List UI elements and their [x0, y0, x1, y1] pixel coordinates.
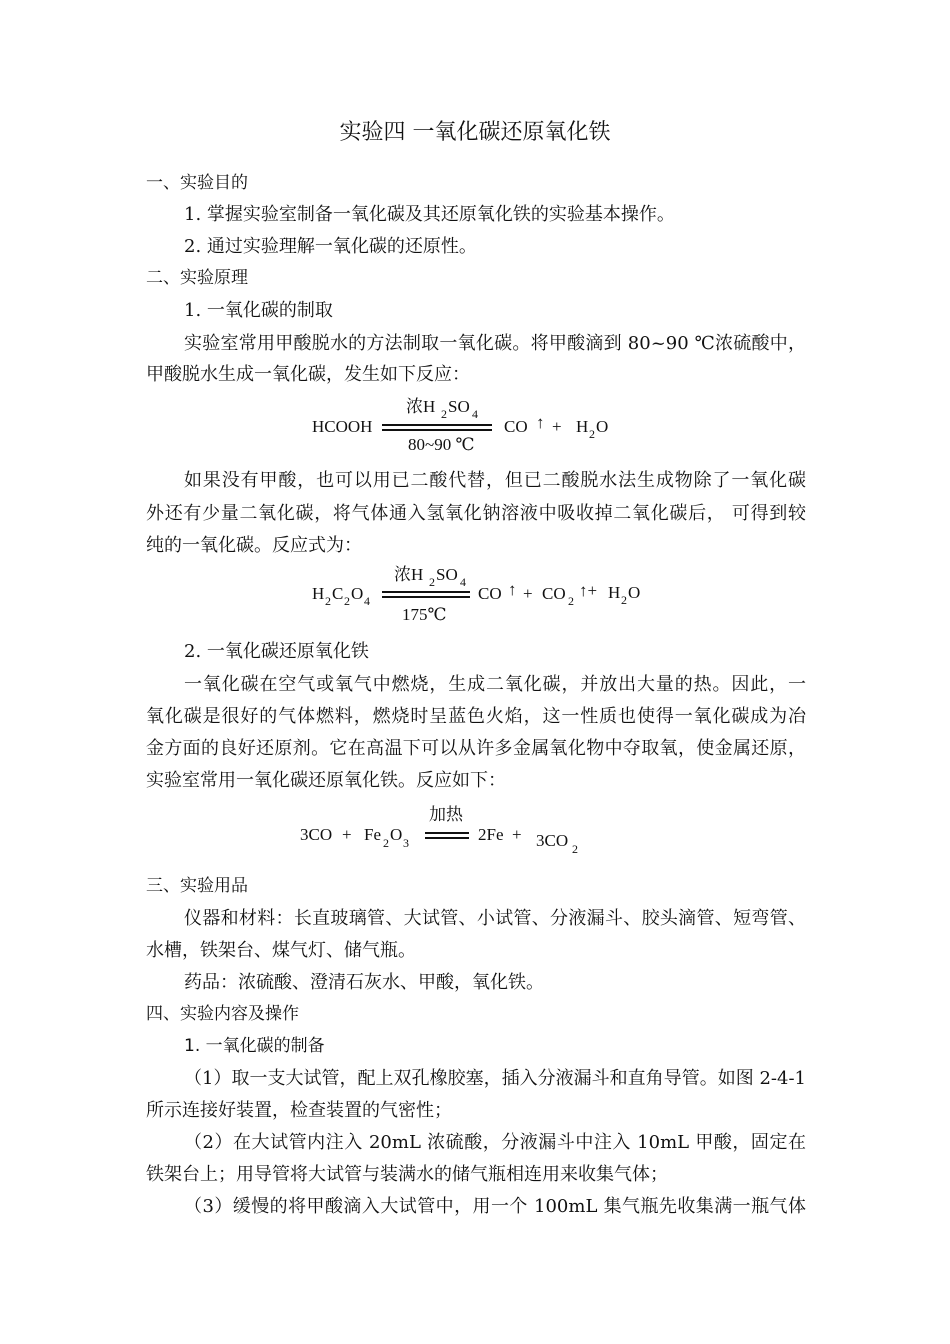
procedure-step-line: 所示连接好装置，检查装置的气密性；: [146, 1100, 452, 1121]
objective-item-1: 1. 掌握实验室制备一氧化碳及其还原氧化铁的实验基本操作。: [184, 204, 675, 225]
gas-arrow-icon: ↑: [536, 413, 545, 432]
subsection-co-reduces-iron-oxide: 2. 一氧化碳还原氧化铁: [184, 641, 369, 662]
paragraph-line: 外还有少量二氧化碳，将气体通入氢氧化钠溶液中吸收掉二氧化碳后， 可得到较: [146, 503, 806, 524]
procedure-step-line: （3）缓慢的将甲酸滴入大试管中，用一个 100mL 集气瓶先收集满一瓶气体: [184, 1196, 806, 1217]
section-heading-materials: 三、实验用品: [146, 876, 248, 896]
paragraph-line: 一氧化碳在空气或氧气中燃烧，生成二氧化碳，并放出大量的热。因此，一: [184, 674, 806, 695]
gas-arrow-icon: ↑: [508, 580, 517, 599]
section-heading-principle: 二、实验原理: [146, 268, 248, 288]
reaction-condition-line: [425, 837, 469, 839]
subsection-co-preparation: 1. 一氧化碳的制取: [184, 300, 333, 321]
reaction-condition-line: [382, 596, 470, 598]
subsection-co-preparation-procedure: 1. 一氧化碳的制备: [184, 1036, 325, 1056]
paragraph-line: 如果没有甲酸，也可以用已二酸代替，但已二酸脱水法生成物除了一氧化碳: [184, 470, 806, 491]
procedure-step-line: 铁架台上；用导管将大试管与装满水的储气瓶相连用来收集气体；: [146, 1164, 668, 1185]
section-heading-objectives: 一、实验目的: [146, 173, 248, 193]
reaction-condition-line: [382, 429, 492, 431]
reaction-condition-line: [382, 591, 470, 593]
objective-item-2: 2. 通过实验理解一氧化碳的还原性。: [184, 236, 477, 257]
gas-arrow-icon: ↑+: [579, 581, 598, 600]
procedure-step-line: （1）取一支大试管，配上双孔橡胶塞，插入分液漏斗和直角导管。如图 2-4-1: [184, 1068, 806, 1089]
paragraph-line: 水槽，铁架台、煤气灯、储气瓶。: [146, 940, 416, 961]
paragraph-line: 甲酸脱水生成一氧化碳，发生如下反应：: [146, 364, 470, 385]
reaction-condition-line: [382, 424, 492, 426]
paragraph-line: 金方面的良好还原剂。它在高温下可以从许多金属氧化物中夺取氧，使金属还原，: [146, 738, 806, 759]
paragraph-line: 实验室常用甲酸脱水的方法制取一氧化碳。将甲酸滴到 80~90 ℃浓硫酸中，: [184, 333, 806, 354]
reaction-condition-line: [425, 832, 469, 834]
paragraph-line: 仪器和材料：长直玻璃管、大试管、小试管、分液漏斗、胶头滴管、短弯管、: [184, 908, 806, 929]
paragraph-line: 实验室常用一氧化碳还原氧化铁。反应如下：: [146, 770, 506, 791]
paragraph-line: 纯的一氧化碳。反应式为：: [146, 535, 362, 556]
paragraph-line: 药品：浓硫酸、澄清石灰水、甲酸，氧化铁。: [184, 972, 544, 993]
section-heading-procedure: 四、实验内容及操作: [146, 1004, 299, 1024]
procedure-step-line: （2）在大试管内注入 20mL 浓硫酸，分液漏斗中注入 10mL 甲酸，固定在: [184, 1132, 806, 1153]
paragraph-line: 氧化碳是很好的气体燃料，燃烧时呈蓝色火焰，这一性质也使得一氧化碳成为冶: [146, 706, 806, 727]
page-title: 实验四 一氧化碳还原氧化铁: [339, 120, 611, 145]
